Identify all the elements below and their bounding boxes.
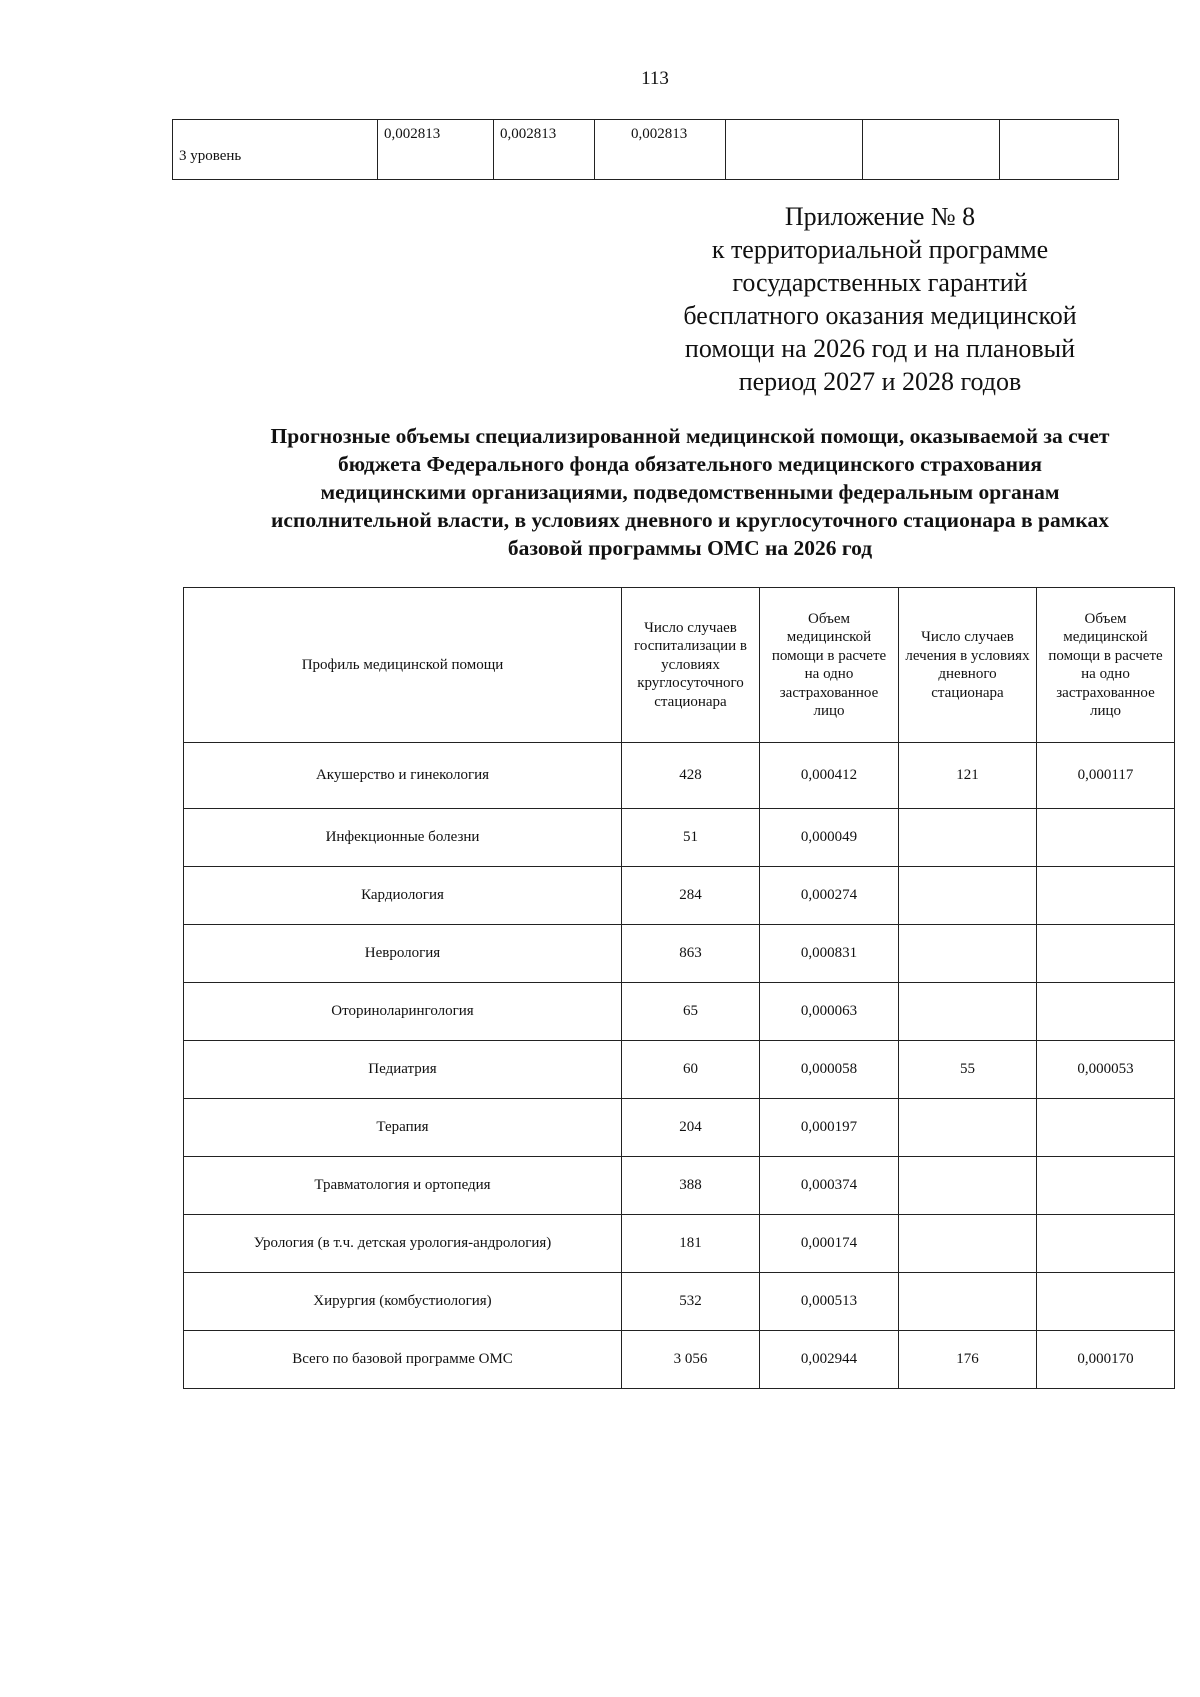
- table-cell: 0,000049: [760, 809, 899, 867]
- table-cell: 204: [622, 1099, 760, 1157]
- table-cell: [899, 1099, 1037, 1157]
- table-row: [184, 925, 1175, 983]
- volumes-table: [183, 587, 1175, 1389]
- table-cell: [899, 925, 1037, 983]
- appendix-line: период 2027 и 2028 годов: [738, 367, 1022, 396]
- title-line: Прогнозные объемы специализированной медицинской помощи, оказываемой за счет: [270, 424, 1110, 448]
- appendix-heading: [640, 200, 1120, 398]
- profile-cell: Оториноларингология: [184, 983, 622, 1041]
- table-cell: 284: [622, 867, 760, 925]
- table-cell: [899, 1273, 1037, 1331]
- title-line: медицинскими организациями, подведомственными федеральным органам: [320, 480, 1060, 504]
- table-cell: 0,000063: [760, 983, 899, 1041]
- table-cell: [1037, 983, 1175, 1041]
- table-row: [184, 1215, 1175, 1273]
- table-cell: 0,002813: [595, 120, 726, 180]
- appendix-line: государственных гарантий: [732, 268, 1028, 297]
- table-cell: 0,002813: [494, 120, 595, 180]
- table-cell: 121: [899, 743, 1037, 809]
- table-cell: 51: [622, 809, 760, 867]
- table-cell: 55: [899, 1041, 1037, 1099]
- table-cell: [1037, 1157, 1175, 1215]
- profile-cell: Педиатрия: [184, 1041, 622, 1099]
- table-cell: [1037, 925, 1175, 983]
- table-row: [184, 743, 1175, 809]
- table-cell: 0,000513: [760, 1273, 899, 1331]
- table-cell: 65: [622, 983, 760, 1041]
- table-row: [184, 983, 1175, 1041]
- level-label: 3 уровень: [173, 120, 378, 180]
- table-cell: 0,000374: [760, 1157, 899, 1215]
- table-cell: [1000, 120, 1119, 180]
- profile-cell: Акушерство и гинекология: [184, 743, 622, 809]
- table-cell: [1037, 1273, 1175, 1331]
- column-header: Объем медицинской помощи в расчете на одно застрахованное лицо: [760, 588, 899, 743]
- table-cell: 0,000831: [760, 925, 899, 983]
- table-cell: [1037, 809, 1175, 867]
- table-row: [173, 120, 1119, 180]
- title-line: бюджета Федерального фонда обязательного медицинского страхования: [337, 452, 1043, 476]
- table-cell: 181: [622, 1215, 760, 1273]
- page-number: 113: [641, 68, 669, 89]
- table-cell: 388: [622, 1157, 760, 1215]
- table-cell: 0,000174: [760, 1215, 899, 1273]
- table-cell: 0,000053: [1037, 1041, 1175, 1099]
- table-cell: 176: [899, 1331, 1037, 1389]
- profile-cell: Терапия: [184, 1099, 622, 1157]
- table-cell: [899, 867, 1037, 925]
- profile-cell: Кардиология: [184, 867, 622, 925]
- document-title: [190, 422, 1190, 562]
- table-cell: 3 056: [622, 1331, 760, 1389]
- column-header: Число случаев лечения в условиях дневного стационара: [899, 588, 1037, 743]
- column-header: Профиль медицинской помощи: [184, 588, 622, 743]
- appendix-line: помощи на 2026 год и на плановый: [684, 334, 1076, 363]
- profile-cell: Всего по базовой программе ОМС: [184, 1331, 622, 1389]
- continuation-table: [172, 119, 1119, 180]
- table-cell: [726, 120, 863, 180]
- appendix-line: Приложение № 8: [784, 202, 976, 231]
- total-row: [184, 1331, 1175, 1389]
- profile-cell: Неврология: [184, 925, 622, 983]
- table-row: [184, 1273, 1175, 1331]
- table-row: [184, 1157, 1175, 1215]
- profile-cell: Инфекционные болезни: [184, 809, 622, 867]
- table-cell: 0,000197: [760, 1099, 899, 1157]
- table-cell: [899, 1215, 1037, 1273]
- table-cell: 0,000117: [1037, 743, 1175, 809]
- appendix-line: к территориальной программе: [711, 235, 1049, 264]
- table-cell: 0,002813: [378, 120, 494, 180]
- appendix-line: бесплатного оказания медицинской: [683, 301, 1077, 330]
- table-cell: [899, 809, 1037, 867]
- table-cell: [1037, 867, 1175, 925]
- table-cell: 0,000412: [760, 743, 899, 809]
- profile-cell: Урология (в т.ч. детская урология-андрология): [184, 1215, 622, 1273]
- table-cell: 60: [622, 1041, 760, 1099]
- table-cell: [1037, 1099, 1175, 1157]
- profile-cell: Хирургия (комбустиология): [184, 1273, 622, 1331]
- table-cell: 0,000058: [760, 1041, 899, 1099]
- table-cell: 0,000274: [760, 867, 899, 925]
- table-row: [184, 1041, 1175, 1099]
- table-cell: 0,002944: [760, 1331, 899, 1389]
- table-cell: [899, 1157, 1037, 1215]
- table-cell: 428: [622, 743, 760, 809]
- title-line: исполнительной власти, в условиях дневного и круглосуточного стационара в рамках: [271, 508, 1109, 532]
- table-row: [184, 1099, 1175, 1157]
- table-cell: [863, 120, 1000, 180]
- table-cell: [1037, 1215, 1175, 1273]
- table-row: [184, 867, 1175, 925]
- profile-cell: Травматология и ортопедия: [184, 1157, 622, 1215]
- table-cell: [899, 983, 1037, 1041]
- column-header: Число случаев госпитализации в условиях круглосуточного стационара: [622, 588, 760, 743]
- table-header-row: [184, 588, 1175, 743]
- table-cell: 532: [622, 1273, 760, 1331]
- title-line: базовой программы ОМС на 2026 год: [507, 536, 873, 560]
- table-cell: 863: [622, 925, 760, 983]
- table-row: [184, 809, 1175, 867]
- column-header: Объем медицинской помощи в расчете на одно застрахованное лицо: [1037, 588, 1175, 743]
- table-cell: 0,000170: [1037, 1331, 1175, 1389]
